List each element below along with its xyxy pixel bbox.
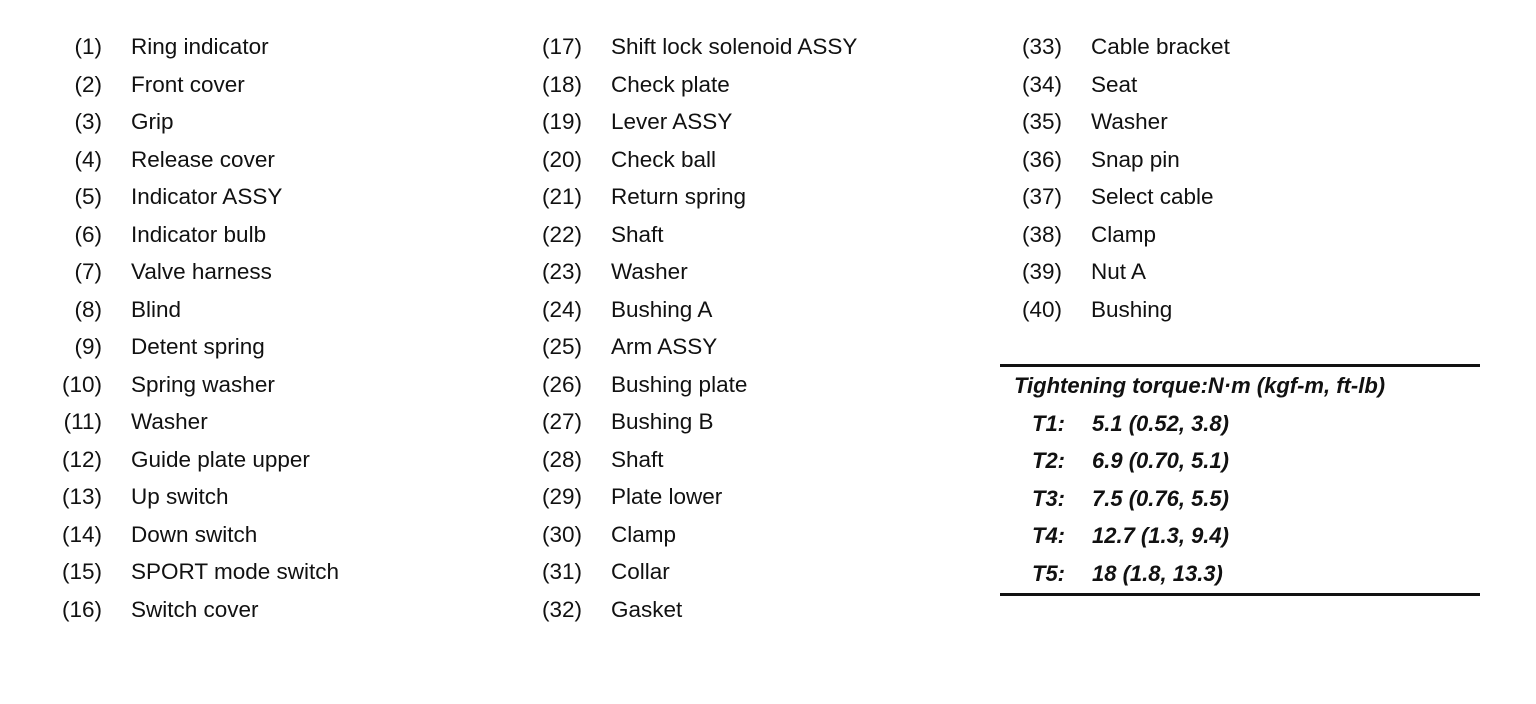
- part-number: (34): [1021, 71, 1062, 97]
- part-name: Check plate: [611, 71, 730, 97]
- part-name: Check ball: [611, 146, 717, 172]
- part-item: [520, 591, 940, 629]
- part-number: (8): [74, 296, 102, 322]
- tightening-torque-table: [1000, 364, 1480, 596]
- part-name: Seat: [1091, 71, 1138, 97]
- part-item: [40, 366, 460, 404]
- part-item: [40, 28, 460, 66]
- torque-value: 18 (1.8, 13.3): [1092, 560, 1223, 586]
- part-item: [520, 103, 940, 141]
- part-item: [40, 516, 460, 554]
- torque-code: T2:: [1032, 448, 1065, 473]
- part-item: [40, 291, 460, 329]
- torque-rows: [1000, 405, 1480, 593]
- part-item: [40, 441, 460, 479]
- part-item: [520, 253, 940, 291]
- part-name: Ring indicator: [131, 34, 269, 59]
- part-number: (11): [63, 409, 102, 434]
- torque-value: 12.7 (1.3, 9.4): [1092, 523, 1229, 548]
- part-name: Clamp: [611, 521, 677, 547]
- part-name: Spring washer: [131, 371, 275, 397]
- part-name: Snap pin: [1091, 146, 1180, 172]
- part-item: [520, 478, 940, 516]
- part-number: (7): [74, 259, 102, 284]
- part-number: (21): [541, 184, 582, 209]
- part-name: Switch cover: [131, 596, 259, 622]
- part-name: Down switch: [131, 521, 258, 547]
- part-number: (6): [74, 221, 102, 247]
- part-item: [520, 178, 940, 216]
- part-number: (27): [541, 409, 582, 434]
- part-number: (3): [74, 109, 102, 134]
- part-name: Indicator bulb: [131, 221, 267, 247]
- part-name: Shaft: [611, 221, 664, 247]
- part-item: [40, 66, 460, 104]
- part-item: [40, 553, 460, 591]
- part-number: (5): [74, 184, 102, 209]
- part-number: (2): [74, 71, 102, 97]
- part-name: Plate lower: [611, 484, 723, 509]
- part-number: (33): [1021, 34, 1062, 59]
- torque-value: 6.9 (0.70, 5.1): [1092, 448, 1229, 473]
- part-number: (12): [61, 446, 102, 472]
- part-item: [520, 328, 940, 366]
- parts-list-column-3: [1000, 28, 1480, 328]
- part-number: (26): [541, 371, 582, 397]
- part-name: Arm ASSY: [611, 334, 718, 359]
- part-item: [520, 441, 940, 479]
- part-name: Blind: [131, 296, 182, 322]
- part-name: Lever ASSY: [611, 109, 733, 134]
- parts-list-column-2: [520, 28, 940, 628]
- torque-row: [1000, 442, 1480, 480]
- part-item: [1000, 28, 1480, 66]
- part-item: [40, 478, 460, 516]
- part-item: [40, 403, 460, 441]
- part-name: Bushing B: [611, 409, 714, 434]
- part-name: Bushing: [1091, 296, 1173, 322]
- part-item: [520, 291, 940, 329]
- torque-value: 5.1 (0.52, 3.8): [1092, 410, 1229, 436]
- part-item: [520, 516, 940, 554]
- torque-code: T5:: [1032, 560, 1065, 586]
- part-name: Bushing plate: [611, 371, 748, 397]
- part-item: [40, 103, 460, 141]
- part-name: Select cable: [1091, 184, 1214, 209]
- part-name: Bushing A: [611, 296, 713, 322]
- part-number: (13): [61, 484, 102, 509]
- part-number: (28): [541, 446, 582, 472]
- part-number: (1): [74, 34, 102, 59]
- part-number: (38): [1021, 221, 1062, 247]
- part-item: [520, 66, 940, 104]
- part-number: (9): [74, 334, 102, 359]
- part-number: (14): [61, 521, 102, 547]
- part-number: (32): [541, 596, 582, 622]
- part-name: Washer: [611, 259, 688, 284]
- part-number: (24): [541, 296, 582, 322]
- part-item: [1000, 216, 1480, 254]
- part-number: (40): [1021, 296, 1062, 322]
- part-item: [40, 178, 460, 216]
- part-name: Release cover: [131, 146, 275, 172]
- part-name: Indicator ASSY: [131, 184, 283, 209]
- part-number: (25): [541, 334, 582, 359]
- part-number: (29): [541, 484, 582, 509]
- torque-row: [1000, 517, 1480, 555]
- torque-row: [1000, 555, 1480, 593]
- part-item: [40, 253, 460, 291]
- part-item: [40, 141, 460, 179]
- part-item: [520, 553, 940, 591]
- part-item: [1000, 291, 1480, 329]
- part-item: [520, 403, 940, 441]
- part-item: [520, 141, 940, 179]
- torque-row: [1000, 405, 1480, 443]
- part-item: [40, 591, 460, 629]
- part-name: Front cover: [131, 71, 245, 97]
- part-item: [40, 216, 460, 254]
- part-number: (4): [74, 146, 102, 172]
- part-number: (30): [541, 521, 582, 547]
- part-name: Washer: [1091, 109, 1168, 134]
- part-name: Shaft: [611, 446, 664, 472]
- part-number: (31): [541, 559, 582, 584]
- part-name: Up switch: [131, 484, 229, 509]
- part-number: (10): [61, 371, 102, 397]
- torque-code: T1:: [1032, 410, 1065, 436]
- part-name: Nut A: [1091, 259, 1147, 284]
- torque-row: [1000, 480, 1480, 518]
- part-number: (20): [541, 146, 582, 172]
- part-item: [40, 328, 460, 366]
- part-name: Shift lock solenoid ASSY: [611, 34, 858, 59]
- part-item: [520, 366, 940, 404]
- part-number: (23): [541, 259, 582, 284]
- part-name: Cable bracket: [1091, 34, 1230, 59]
- part-number: (36): [1021, 146, 1062, 172]
- part-name: Detent spring: [131, 334, 265, 359]
- part-number: (35): [1021, 109, 1062, 134]
- part-number: (19): [541, 109, 582, 134]
- torque-code: T3:: [1032, 485, 1065, 511]
- torque-code: T4:: [1032, 523, 1065, 548]
- part-number: (22): [541, 221, 582, 247]
- part-name: Washer: [131, 409, 208, 434]
- part-item: [1000, 253, 1480, 291]
- part-name: Clamp: [1091, 221, 1157, 247]
- part-item: [1000, 178, 1480, 216]
- part-item: [520, 28, 940, 66]
- part-name: SPORT mode switch: [131, 559, 339, 584]
- part-item: [520, 216, 940, 254]
- part-number: (17): [541, 34, 582, 59]
- part-name: Return spring: [611, 184, 747, 209]
- part-item: [1000, 66, 1480, 104]
- part-name: Collar: [611, 559, 670, 584]
- part-number: (18): [541, 71, 582, 97]
- torque-value: 7.5 (0.76, 5.5): [1092, 485, 1229, 511]
- part-name: Grip: [131, 109, 174, 134]
- torque-heading: Tightening torque:N·m (kgf-m, ft-lb): [1014, 373, 1386, 398]
- part-name: Valve harness: [131, 259, 272, 284]
- part-number: (15): [61, 559, 102, 584]
- part-item: [1000, 141, 1480, 179]
- part-item: [1000, 103, 1480, 141]
- part-name: Guide plate upper: [131, 446, 310, 472]
- part-number: (37): [1021, 184, 1062, 209]
- parts-list-column-1: [40, 28, 460, 628]
- part-name: Gasket: [611, 596, 683, 622]
- table-bottom-rule: [1000, 593, 1480, 596]
- part-number: (39): [1021, 259, 1062, 284]
- part-number: (16): [61, 596, 102, 622]
